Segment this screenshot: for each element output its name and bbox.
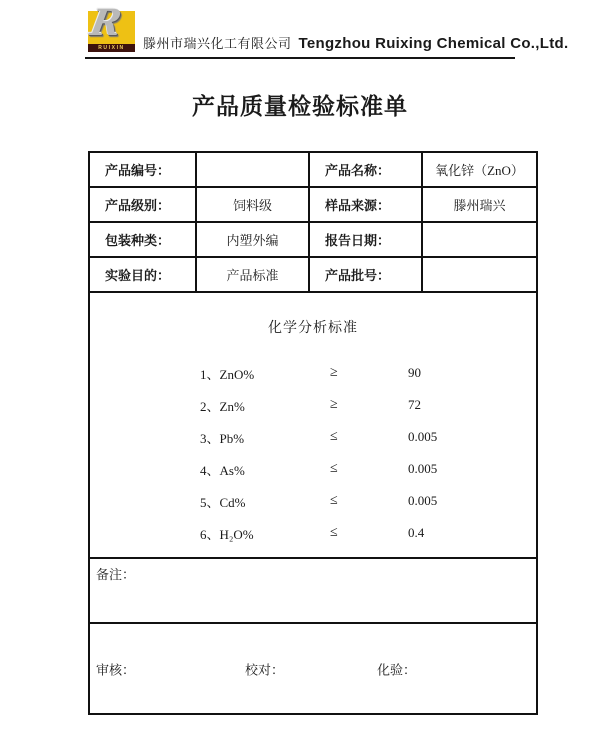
product-code-label: 产品编号：: [90, 153, 197, 188]
company-name-chinese: 滕州市瑞兴化工有限公司: [143, 36, 292, 51]
remarks-label: 备注：: [96, 567, 136, 582]
product-name-label: 产品名称：: [310, 153, 423, 188]
analysis-row-as: [90, 453, 536, 485]
test-purpose-label: 实验目的：: [90, 258, 197, 293]
logo-background: [87, 2, 135, 44]
chemical-analysis-section: [90, 293, 536, 559]
batch-number-label: 产品批号：: [310, 258, 423, 293]
comparator-symbol: ≤: [330, 493, 338, 508]
chemical-analysis-title: 化学分析标准: [268, 321, 358, 336]
header-divider-line: [85, 57, 515, 59]
product-code-value: [197, 153, 310, 188]
product-grade-label: 产品级别：: [90, 188, 197, 223]
packaging-type-label: 包装种类：: [90, 223, 197, 258]
review-label: 审核：: [96, 662, 136, 677]
company-logo: [87, 2, 135, 52]
company-name-english: Tengzhou Ruixing Chemical Co.,Ltd.: [298, 35, 569, 52]
assay-label: 化验：: [377, 662, 417, 677]
analysis-item-value: 90: [408, 365, 421, 380]
info-grid: [90, 153, 536, 293]
analysis-row-zn: [90, 389, 536, 421]
page-title: 产品质量检验标准单: [192, 93, 408, 119]
proofread-label: 校对：: [245, 662, 285, 677]
analysis-item-label: 5、Cd%: [200, 494, 246, 510]
comparator-symbol: ≤: [330, 461, 338, 476]
product-name-value: 氧化锌（ZnO）: [423, 153, 536, 188]
analysis-row-zno: [90, 357, 536, 389]
inspection-form-table: [88, 151, 538, 715]
analysis-item-label: 1、ZnO%: [200, 366, 255, 382]
packaging-type-value: 内塑外编: [197, 223, 310, 258]
analysis-item-value: 0.005: [408, 429, 438, 444]
analysis-item-label: 4、As%: [200, 462, 245, 478]
batch-number-value: [423, 258, 536, 293]
analysis-item-value: 72: [408, 397, 421, 412]
product-grade-value: 饲料级: [197, 188, 310, 223]
logo-brand-band: RUIXIN: [88, 44, 135, 52]
company-name: [143, 33, 568, 52]
test-purpose-value: 产品标准: [197, 258, 310, 293]
signatures-section: [90, 624, 536, 713]
report-date-label: 报告日期：: [310, 223, 423, 258]
report-date-value: [423, 223, 536, 258]
analysis-row-h2o: [90, 517, 536, 549]
sample-source-label: 样品来源：: [310, 188, 423, 223]
analysis-item-value: 0.005: [408, 493, 438, 508]
remarks-section: [90, 559, 536, 624]
chemical-analysis-list: [90, 357, 536, 549]
logo-r-letter: R: [87, 2, 125, 44]
analysis-item-value: 0.4: [408, 525, 425, 540]
comparator-symbol: ≤: [330, 525, 338, 540]
analysis-row-pb: [90, 421, 536, 453]
comparator-symbol: ≥: [330, 365, 338, 380]
comparator-symbol: ≤: [330, 429, 338, 444]
sample-source-value: 滕州瑞兴: [423, 188, 536, 223]
analysis-row-cd: [90, 485, 536, 517]
analysis-item-label: 2、Zn%: [200, 398, 245, 414]
analysis-item-label: 3、Pb%: [200, 430, 245, 446]
analysis-item-label: 6、H₂O%: [200, 526, 254, 542]
comparator-symbol: ≥: [330, 397, 338, 412]
analysis-item-value: 0.005: [408, 461, 438, 476]
